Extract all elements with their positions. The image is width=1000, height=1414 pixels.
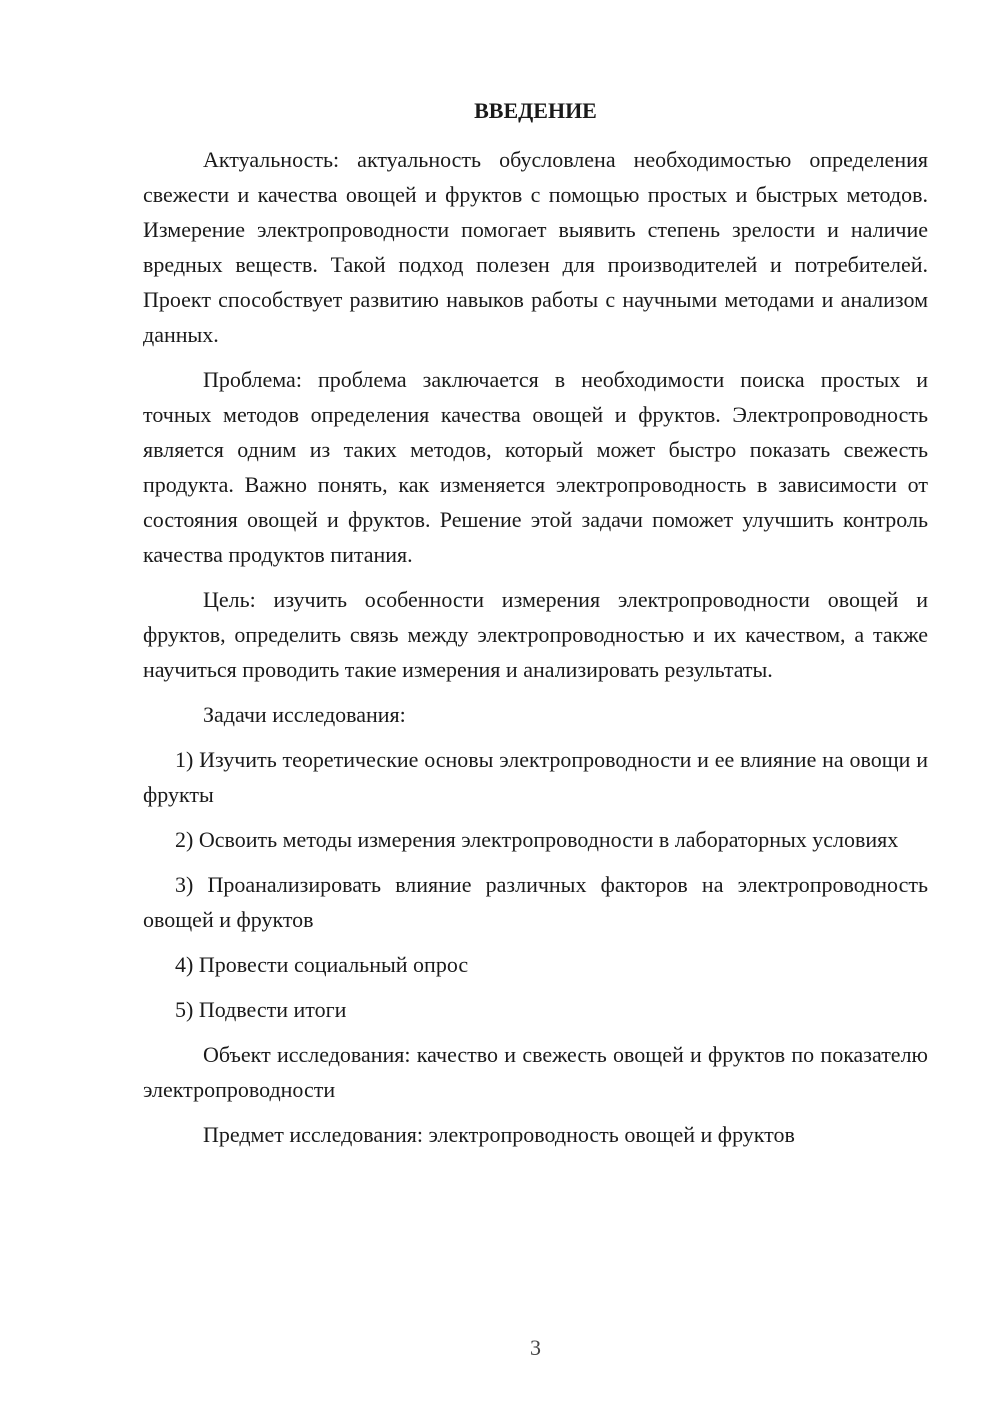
relevance-paragraph: Актуальность: актуальность обусловлена необходимостью определения свежести и качества овощей и фруктов с помощью простых и быстрых методов. Измерение электропроводности помогает выявить степень зрелости и наличие вредных веществ. Такой подход полезен для производителей и потребителей. Проект способствует развитию навыков работы с научными методами и анализом данных. <box>143 147 928 347</box>
task-item-4: 4) Провести социальный опрос <box>175 952 469 977</box>
goal-paragraph: Цель: изучить особенности измерения электропроводности овощей и фруктов, определить связь между электропроводностью и их качеством, а также научиться проводить такие измерения и анализировать результаты. <box>143 587 928 682</box>
page-number: 3 <box>530 1335 541 1360</box>
task-item-2: 2) Освоить методы измерения электропроводности в лабораторных условиях <box>175 827 899 852</box>
task-item-1: 1) Изучить теоретические основы электропроводности и ее влияние на овощи и фрукты <box>143 747 928 807</box>
document-page <box>143 0 928 1414</box>
task-item-3: 3) Проанализировать влияние различных факторов на электропроводность овощей и фруктов <box>143 872 928 932</box>
document-body <box>143 142 928 1162</box>
task-item-5: 5) Подвести итоги <box>175 997 347 1022</box>
tasks-title: Задачи исследования: <box>203 702 406 727</box>
section-heading: ВВЕДЕНИЕ <box>474 98 597 123</box>
research-subject-paragraph: Предмет исследования: электропроводность овощей и фруктов <box>203 1122 795 1147</box>
problem-paragraph: Проблема: проблема заключается в необходимости поиска простых и точных методов определения качества овощей и фруктов. Электропроводность является одним из таких методов, который может быстро показать свежесть продукта. Важно понять, как изменяется электропроводность в зависимости от состояния овощей и фруктов. Решение этой задачи поможет улучшить контроль качества продуктов питания. <box>143 367 928 567</box>
research-object-paragraph: Объект исследования: качество и свежесть овощей и фруктов по показателю электропроводности <box>143 1042 928 1102</box>
